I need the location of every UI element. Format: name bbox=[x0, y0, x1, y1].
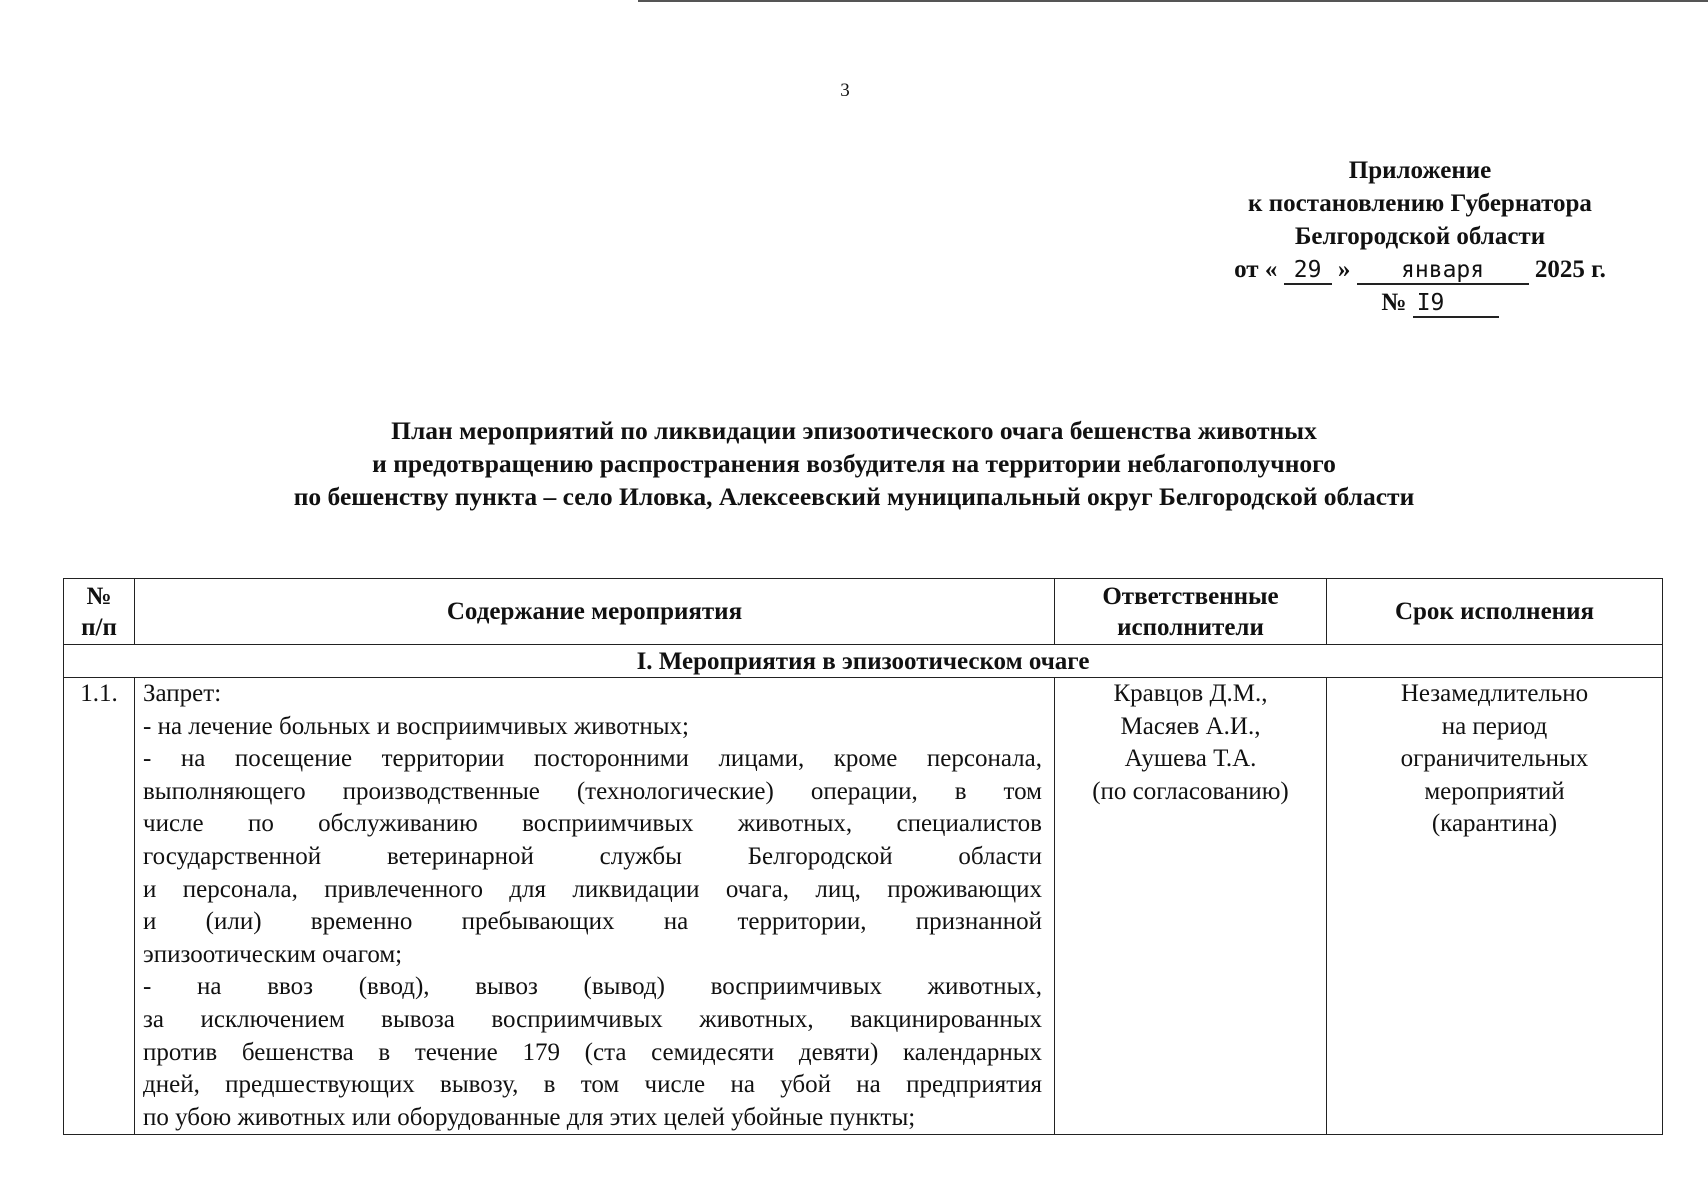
content-line: - на ввоз (ввод), вывоз (вывод) восприимчивых животных, bbox=[143, 973, 1042, 1001]
plan-title-line-2: и предотвращению распространения возбудителя на территории неблагополучного bbox=[372, 449, 1336, 478]
responsible-note: (по согласованию) bbox=[1092, 777, 1289, 805]
section-heading: I. Мероприятия в эпизоотическом очаге bbox=[64, 645, 1663, 678]
appendix-reference: к постановлению Губернатора bbox=[1248, 190, 1592, 217]
top-edge-line bbox=[638, 0, 1708, 2]
content-line: государственной ветеринарной службы Белгородской области bbox=[143, 842, 1042, 870]
measures-table bbox=[63, 578, 1663, 1135]
deadline-line: (карантина) bbox=[1431, 810, 1558, 838]
plan-title bbox=[0, 414, 1708, 513]
content-line: - на лечение больных и восприимчивых животных; bbox=[143, 712, 689, 740]
header-number-abbr: п/п bbox=[81, 613, 117, 641]
content-line: эпизоотическим очагом; bbox=[143, 940, 403, 968]
content-line: выполняющего производственные (технологические) операции, в том bbox=[143, 777, 1042, 805]
header-responsible bbox=[1055, 579, 1327, 645]
content-line: Запрет: bbox=[143, 680, 222, 707]
header-deadline: Срок исполнения bbox=[1327, 579, 1663, 645]
deadline-line: мероприятий bbox=[1424, 777, 1565, 805]
responsible-person: Масяев А.И., bbox=[1120, 712, 1261, 740]
appendix-date bbox=[1180, 253, 1660, 286]
appendix-block bbox=[1180, 154, 1660, 319]
content-line: и персонала, привлеченного для ликвидации очага, лиц, проживающих bbox=[143, 875, 1042, 903]
plan-title-line-1: План мероприятий по ликвидации эпизоотического очага бешенства животных bbox=[391, 416, 1317, 445]
deadline-line: ограничительных bbox=[1400, 745, 1589, 773]
deadline-line: Незамедлительно bbox=[1400, 680, 1589, 707]
appendix-title: Приложение bbox=[1348, 157, 1492, 184]
header-responsible-line-1: Ответственные bbox=[1102, 582, 1279, 610]
table-row bbox=[64, 678, 1663, 1135]
document-number: I9 bbox=[1413, 290, 1499, 318]
date-year: 2025 г. bbox=[1534, 256, 1606, 283]
content-line: по убою животных или оборудованные для этих целей убойные пункты; bbox=[143, 1103, 916, 1131]
date-day: 29 bbox=[1284, 257, 1332, 285]
number-prefix: № bbox=[1381, 289, 1407, 316]
row-responsible bbox=[1055, 678, 1327, 1135]
date-mid: » bbox=[1337, 256, 1351, 283]
row-content bbox=[135, 678, 1055, 1135]
table-header-row bbox=[64, 579, 1663, 645]
date-prefix: от « bbox=[1234, 256, 1278, 283]
content-line: - на посещение территории посторонними лицами, кроме персонала, bbox=[143, 745, 1042, 773]
section-row bbox=[64, 645, 1663, 678]
deadline-line: на период bbox=[1441, 712, 1548, 740]
content-line: против бешенства в течение 179 (ста семидесяти девяти) календарных bbox=[143, 1038, 1042, 1066]
content-line: и (или) временно пребывающих на территории, признанной bbox=[143, 908, 1042, 936]
date-month: января bbox=[1357, 257, 1529, 285]
page-number: 3 bbox=[840, 80, 850, 101]
row-number: 1.1. bbox=[64, 678, 135, 1135]
header-responsible-line-2: исполнители bbox=[1117, 613, 1264, 641]
header-content: Содержание мероприятия bbox=[135, 579, 1055, 645]
plan-title-line-3: по бешенству пункта – село Иловка, Алексеевский муниципальный округ Белгородской области bbox=[293, 482, 1415, 511]
header-number-symbol: № bbox=[86, 582, 112, 610]
content-line: дней, предшествующих вывозу, в том числе на убой на предприятия bbox=[143, 1071, 1042, 1099]
header-number bbox=[64, 579, 135, 645]
responsible-person: Кравцов Д.М., bbox=[1113, 680, 1268, 707]
content-line: числе по обслуживанию восприимчивых животных, специалистов bbox=[143, 810, 1042, 838]
content-line: за исключением вывоза восприимчивых животных, вакцинированных bbox=[143, 1005, 1042, 1033]
row-deadline bbox=[1327, 678, 1663, 1135]
responsible-person: Аушева Т.А. bbox=[1124, 745, 1257, 773]
appendix-number bbox=[1180, 286, 1660, 319]
appendix-region: Белгородской области bbox=[1294, 223, 1546, 250]
